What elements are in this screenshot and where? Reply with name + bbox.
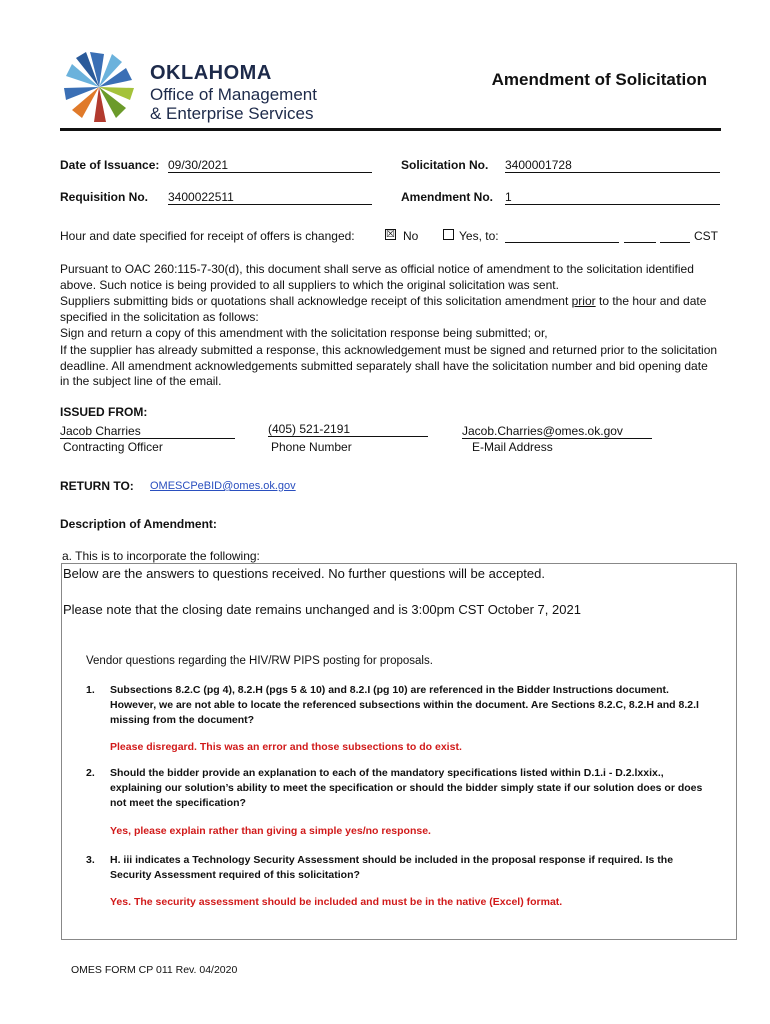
closing-date-notice: Please note that the closing date remains unchanged and is 3:00pm CST October 7, 2021 [63,602,581,617]
omes-logo-icon [60,48,138,126]
org-name: OKLAHOMA [150,62,272,84]
issuer-email[interactable]: Jacob.Charries@omes.ok.gov [462,424,652,439]
no-label: No [403,229,419,243]
acknowledge-paragraph [60,294,720,325]
description-heading: Description of Amendment: [60,517,217,531]
org-subtitle-2: & Enterprise Services [150,104,314,123]
yes-label: Yes, to: [459,229,499,243]
yes-checkbox[interactable] [443,229,454,240]
return-to-label: RETURN TO: [60,479,134,493]
question-number: 2. [86,767,95,779]
no-checkbox[interactable]: ☒ [386,229,395,240]
requisition-label: Requisition No. [60,190,148,204]
question-number: 1. [86,684,95,696]
issuer-phone: (405) 521-2191 [268,422,428,437]
answer-text: Yes, please explain rather than giving a simple yes/no response. [110,825,431,837]
issuer-name: Jacob Charries [60,424,235,439]
answers-notice: Below are the answers to questions received. No further questions will be accepted. [63,566,545,581]
yes-date-field[interactable] [505,241,619,243]
issued-from-heading: ISSUED FROM: [60,405,148,419]
answer-text: Yes. The security assessment should be included and must be in the native (Excel) format. [110,896,563,908]
requisition-value[interactable]: 3400022511 [168,190,372,205]
question-number: 3. [86,854,95,866]
org-subtitle-1: Office of Management [150,85,317,104]
yes-time-field[interactable] [624,241,656,243]
sign-return-paragraph: Sign and return a copy of this amendment with the solicitation response being submitted; or, [60,326,548,340]
already-submitted-paragraph: If the supplier has already submitted a response, this acknowledgement must be signed and returned prior to the solicitation deadline. All amendment acknowledgements submitted separately shall have the solicitation number and bid opening date in the subject line of the email. [60,343,718,388]
answer-text: Please disregard. This was an error and those subsections to do exist. [110,741,462,753]
acknowledge-text-2: to the hour and date specified in the solicitation as follows: [60,294,707,324]
prior-emphasis: prior [571,294,596,308]
document-title: Amendment of Solicitation [491,70,707,89]
timezone-label: CST [694,229,718,243]
solicitation-label: Solicitation No. [401,158,489,172]
amendment-value[interactable]: 1 [505,190,720,205]
phone-caption: Phone Number [271,440,352,454]
issuer-title: Contracting Officer [63,440,163,454]
return-to-email-link[interactable]: OMESCPeBID@omes.ok.gov [150,480,296,492]
date-value[interactable]: 09/30/2021 [168,158,372,173]
amendment-label: Amendment No. [401,190,494,204]
header-divider [60,128,721,131]
question-text: Should the bidder provide an explanation to each of the mandatory specifications listed within D.1.i - D.2.lxxix., explaining our solution’s ability to meet the specification or should the bidder simply state if our solution does or does not meet the specification? [110,767,703,809]
hour-date-label: Hour and date specified for receipt of offers is changed: [60,229,355,243]
acknowledge-text-1: Suppliers submitting bids or quotations shall acknowledge receipt of this solicitation amendment [60,294,569,308]
solicitation-value[interactable]: 3400001728 [505,158,720,173]
question-text: H. iii indicates a Technology Security Assessment should be included in the proposal response if required. Is the Security Assessment required of this solicitation? [110,854,674,881]
form-id: OMES FORM CP 011 Rev. 04/2020 [71,964,238,976]
notice-paragraph: Pursuant to OAC 260:115-7-30(d), this document shall serve as official notice of amendment to the solicitation identified above. Such notice is being provided to all suppliers to which the original solicitation was sent. [60,262,694,292]
question-text: Subsections 8.2.C (pg 4), 8.2.H (pgs 5 & 10) and 8.2.I (pg 10) are referenced in the Bidder Instructions document. However, we are not able to locate the referenced subsections within the document. Are Sections 8.2.C, 8.2.H and 8.2.I missing from the document? [110,684,699,726]
email-caption: E-Mail Address [472,440,553,454]
yes-ampm-field[interactable] [660,241,690,243]
vendor-questions-heading: Vendor questions regarding the HIV/RW PIPS posting for proposals. [86,655,433,667]
date-label: Date of Issuance: [60,158,160,172]
description-intro: a. This is to incorporate the following: [62,549,260,563]
